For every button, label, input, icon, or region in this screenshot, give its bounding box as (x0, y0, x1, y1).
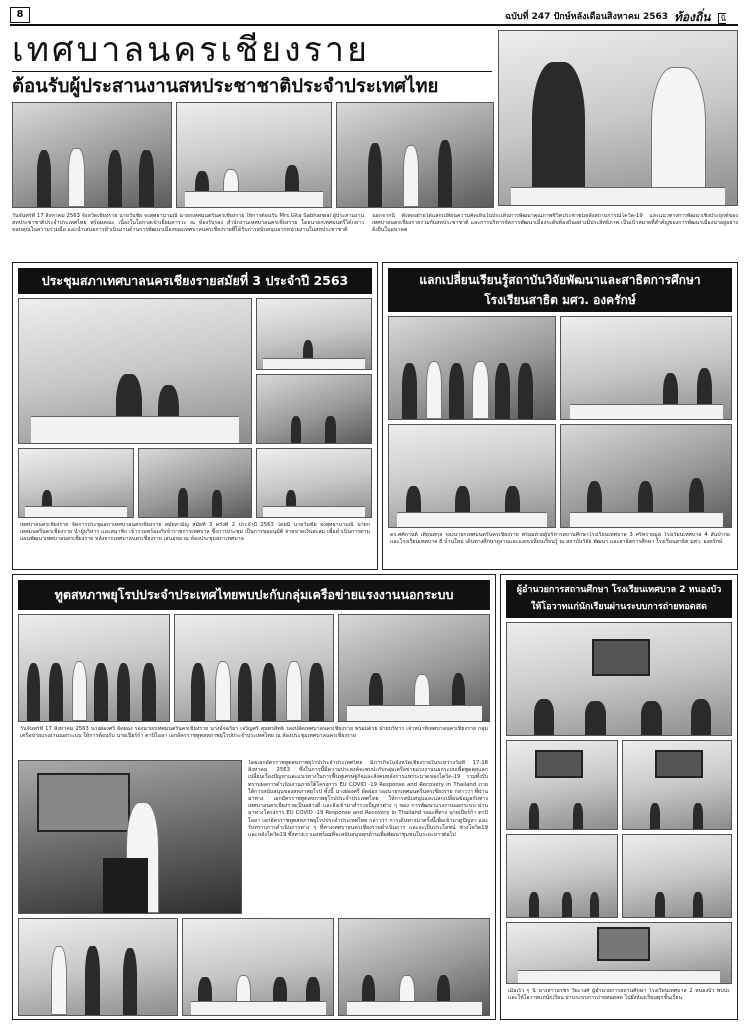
ambassador-photo-5 (18, 918, 178, 1016)
exchange-caption: ดร.ศศิกานต์ เตียนสกุล รองนายกเทศมนตรีนครเชียงราย พร้อมด้วยผู้บริหารสถานศึกษาโรงเรียนเทศบาล 3 ศรีทรายมูล โรงเรียนเทศบาล 4 สันป่าก่อ และโรงเรียนเทศบาล 8 บ้านใหม่ เดินทางศึกษาดูงานและแลกเปลี่ยนเรียนรู้ ณ สถาบันวิจัย พัฒนา และสาธิตการศึกษา โรงเรียนสาธิต มศว. องครักษ์ (390, 532, 730, 546)
top-photo-1 (12, 102, 172, 208)
exchange-photo-2 (560, 316, 732, 420)
ambassador-photo-1 (18, 614, 170, 722)
exchange-photo-1 (388, 316, 556, 420)
ambassador-photo-6 (182, 918, 334, 1016)
top-photo-main (498, 30, 738, 206)
school-photo-6 (506, 922, 732, 984)
exchange-title-line2: โรงเรียนสาธิต มศว. องครักษ์ (484, 293, 636, 307)
council-photo-2 (256, 298, 372, 370)
ambassador-photo-7 (338, 918, 490, 1016)
masthead: เทศบาลนครเชียงราย (12, 30, 370, 70)
masthead-underline (12, 71, 492, 72)
page-number: 8 (10, 7, 30, 23)
exchange-photo-4 (560, 424, 732, 528)
page-header (10, 6, 738, 24)
ambassador-photo-4 (18, 760, 242, 914)
header-rule (10, 24, 738, 26)
school-photo-1 (506, 622, 732, 736)
school-photo-3 (622, 740, 732, 830)
school-photo-5 (622, 834, 732, 918)
council-title: ประชุมสภาเทศบาลนครเชียงรายสมัยที่ 3 ประจำปี 2563 (18, 268, 372, 294)
top-caption-right: นอกจากนี้ ทั้งสองฝ่ายได้แลกเปลี่ยนความคิดเห็นในประเด็นการพัฒนาคุณภาพชีวิตประชาชนหลังสถานการณ์โควิด-19 และแนวทางการพัฒนาเชิงประยุกต์ของเทศบาลนครเชียงรายร่วมกับสหประชาชาติ และการบริหารจัดการพัฒนาเมืองระดับท้องถิ่นอย่างมีประสิทธิภาพ เป็นเป้าหมายที่สำคัญของการพัฒนาเมืองน่าอยู่อย่างยั่งยืนในอนาคต (372, 213, 738, 234)
ambassador-caption-top: วันจันทร์ที่ 17 สิงหาคม 2563 นางผ่องศรี ผัดผ่อง รองนายกเทศมนตรีนครเชียงราย นางอัจฉริยา เจริญศรี สุนทรสิทธิ รองปลัดเทศบาลนครเชียงราย พร้อมด้วย ฝ่ายบริหาร เจ้าหน้าที่เทศบาลนครเชียงราย กลุ่มเครือข่ายแรงงานนอกระบบ ให้การต้อนรับ นายเปียร์ก้า ตาปิโอลา เอกอัครราชทูตสหภาพยุโรปประจำประเทศไทย ณ ห้องประชุมเทศบาลนครเชียงราย (20, 726, 488, 740)
council-photo-3 (256, 374, 372, 444)
issue-text: ฉบับที่ 247 ปักษ์หลังเดือนสิงหาคม 2563 (505, 12, 668, 22)
logo-text: ท้องถิ่น (674, 10, 711, 24)
exchange-title-line1: แลกเปลี่ยนเรียนรู้สถาบันวิจัยพัฒนาและสาธิตการศึกษา (419, 273, 701, 287)
council-photo-5 (138, 448, 252, 518)
ambassador-title: ทูตสหภาพยุโรปประจำประเทศไทยพบปะกับกลุ่มเครือข่ายแรงงานนอกระบบ (18, 580, 490, 610)
school-title (506, 580, 732, 618)
school-title-line1: ผู้อำนวยการสถานศึกษา โรงเรียนเทศบาล 2 หนองบัว (516, 585, 722, 595)
top-photo-2 (176, 102, 332, 208)
ambassador-photo-3 (338, 614, 490, 722)
ambassador-photo-2 (174, 614, 334, 722)
top-photo-3 (336, 102, 494, 208)
exchange-photo-3 (388, 424, 556, 528)
school-title-line2: ให้โอวาทแก่นักเรียนผ่านระบบการถ่ายทอดสด (530, 602, 707, 612)
exchange-title (388, 268, 732, 312)
council-photo-main (18, 298, 252, 444)
top-caption-left: วันจันทร์ที่ 17 สิงหาคม 2563 จังหวัดเชียงราย นายวันชัย จงสุทธานามณี นายกเทศมนตรีนครเชียงราย ให้การต้อนรับ Mrs.Gita Sabharwal ผู้ประสานงานสหประชาชาติประจำประเทศไทย พร้อมคณะ เนื่องในโอกาสเข้าเยี่ยมคารวะ ณ ห้องรับรอง สำนักงานเทศบาลนครเชียงราย โดยนายกเทศมนตรีได้กล่าวขอบคุณในความร่วมมือ และนำเสนอการดำเนินงานด้านการพัฒนาเมืองของเทศบาลนครเชียงรายที่ได้รับการสนับสนุนจากหน่วยงานในสหประชาชาติ (12, 213, 364, 234)
publication-logo (674, 6, 738, 23)
school-photo-4 (506, 834, 618, 918)
ambassador-caption-body: โดยเอกอัครราชทูตสหภาพยุโรปประจำประเทศไทย มีภารกิจในจังหวัดเชียงรายในระหว่างวันที่ 17-18 สิงหาคม 2563 ซึ่งในการนี้มีความประสงค์จะพบปะกับกลุ่มเครือข่ายแรงงานนอกระบบเพื่อพูดคุยแลกเปลี่ยนเรื่องปัญหาและแนวทางในการฟื้นฟูเศรษฐกิจและสังคมหลังการแพร่ระบาดของโควิด-19 รวมทั้งรับทราบผลการดำเนินงานภายใต้โครงการ EU COVID -19 Response and Recovery in Thailand ภายใต้การสนับสนุนของสหภาพยุโรป ทั้งนี้ นางผ่องศรี ผัดผ่อง รองนายกเทศมนตรีนครเชียงราย กล่าวว่า ที่ผ่านมาทาง เอกอัครราชทูตสหภาพยุโรปประจำประเทศไทย ให้การสนับสนุนและแลกเปลี่ยนข้อมูลกับทางเทศบาลนครเชียงรายเป็นอย่างดี และยังเข้ามาสำรวจปัญหาต่าง ๆ ของ การพัฒนาแรงงานนอกระบบ ผ่านมาทางโครงการ EU COVID -19 Response and Recovery in Thailand ขณะที่ทาง นายเปียร์ก้า ตาปิโอลา เอกอัครราชทูตสหภาพยุโรปประจำประเทศไทย กล่าวว่า การเดินทางมาครั้งนี้เพื่อเข้ามาดูปัญหา และรับทราบการดำเนินการต่าง ๆ ที่ทางเทศบาลนครเชียงรายดำเนินการ และจะเป็นประโยชน์ ช่วงโควิด19 และหลังโควิด19 ซึ่งทางเราเองพร้อมที่จะสนับสนุนทุกด้านเพื่อพัฒนาชุมชนในระยะยาวต่อไป (248, 760, 488, 839)
council-photo-4 (18, 448, 134, 518)
top-headline: ต้อนรับผู้ประสานงานสหประชาชาติประจำประเทศไทย (12, 76, 439, 97)
logo-sub: นิ (674, 13, 726, 45)
council-photo-6 (256, 448, 372, 518)
school-caption: เมื่อเร็ว ๆ นี้ นางสาวอรชร วิยะวงศ์ ผู้อำนวยการสถานศึกษา โรงเรียนเทศบาล 2 หนองบัว พบปะ และให้โอวาทแก่นักเรียน ผ่านระบบการถ่ายทอดสด ไปยังห้องเรียนทุกชั้นเรียน (508, 988, 730, 1002)
council-caption: เทศบาลนครเชียงราย จัดการประชุมสภาเทศบาลนครเชียงราย สมัยสามัญ สมัยที่ 3 ครั้งที่ 2 ประจำปี 2563 โดยมี นายวันชัย จงสุทธานามณี นายกเทศมนตรีนครเชียงราย นำผู้บริหาร และสมาชิก เข้าร่วมพร้อมกับข้าราชการเทศบาล ซึ่งการประชุม เป็นการขออนุมัติ จ่ายขาดเงินสะสม เพื่อดำเนินการตามแผนพัฒนาเทศบาลนครเชียงราย หลังจากเทศบาลนครเชียงราย เสนอขอ ณ ห้องประชุมสภาเทศบาล (20, 522, 370, 543)
school-photo-2 (506, 740, 618, 830)
